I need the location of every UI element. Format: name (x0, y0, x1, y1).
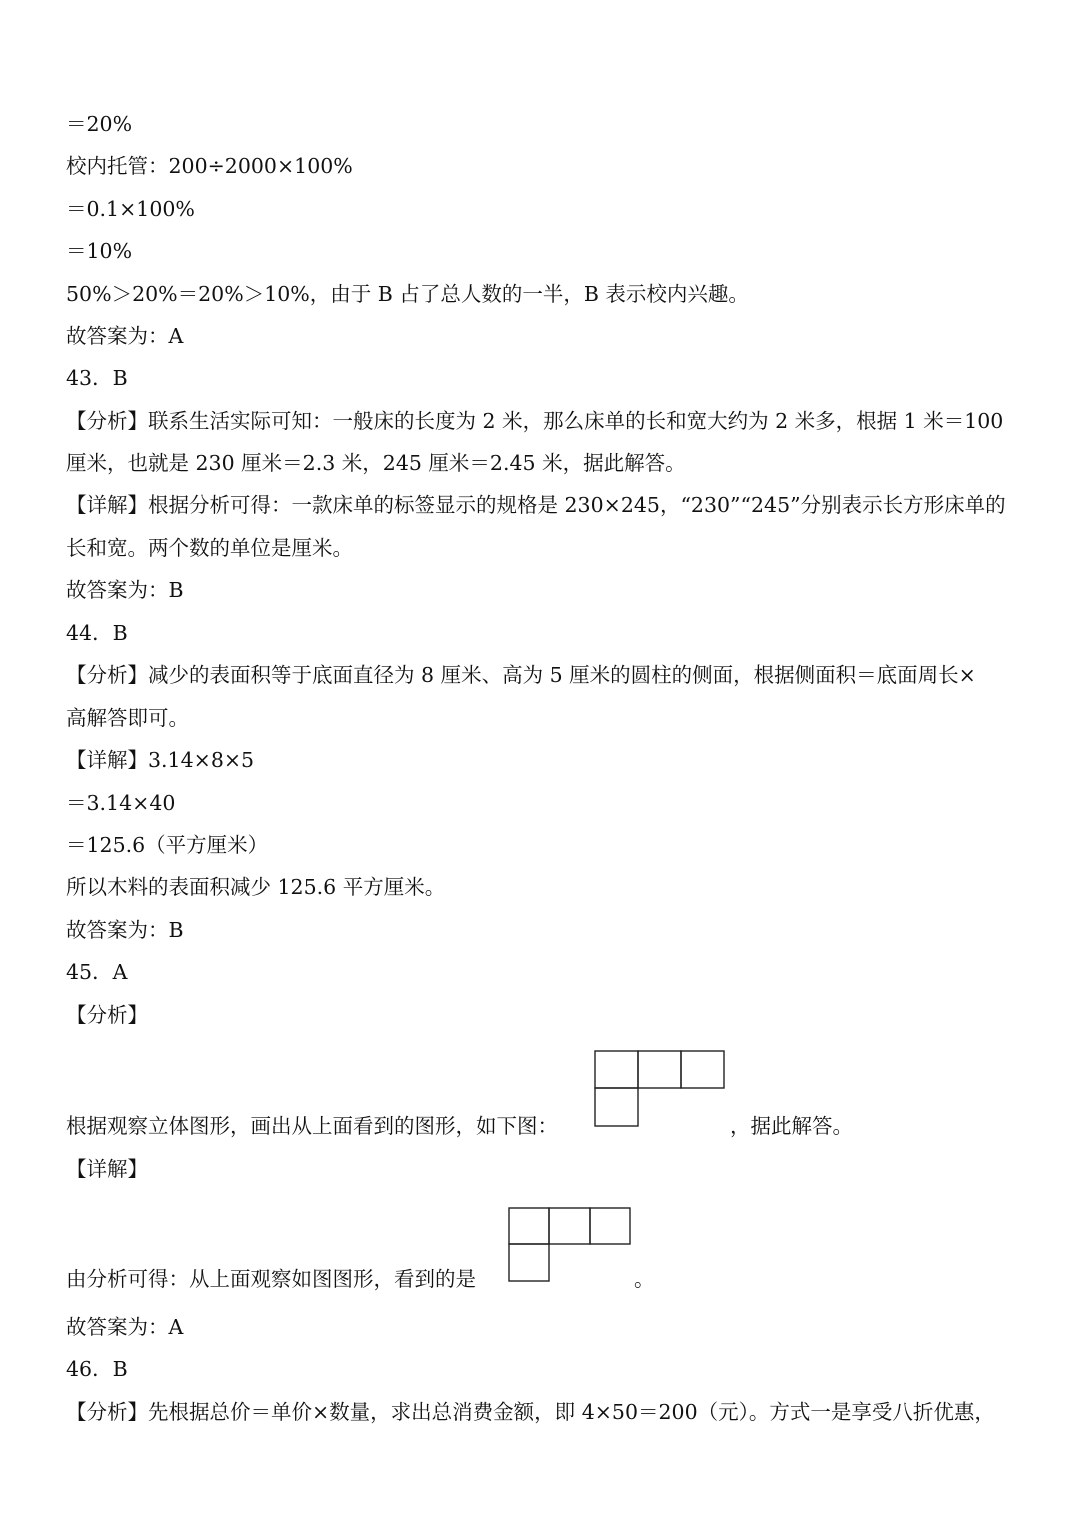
question-number: 43．B (66, 366, 128, 390)
detail-line: 【详解】根据分析可得：一款床单的标签显示的规格是 230×245，“230”“245”分别表示长方形床单的 (66, 493, 1006, 517)
detail-heading: 【详解】 (66, 1157, 148, 1181)
text-line: ＝20% (66, 112, 133, 136)
detail-line: 【详解】3.14×8×5 (66, 748, 255, 772)
text-line: 长和宽。两个数的单位是厘米。 (66, 536, 353, 560)
text-line: 。 (634, 1267, 655, 1291)
answer-line: 故答案为：A (66, 1315, 184, 1339)
text-line: 50%＞20%＝20%＞10%，由于 B 占了总人数的一半，B 表示校内兴趣。 (66, 282, 749, 306)
analysis-line: 【分析】减少的表面积等于底面直径为 8 厘米、高为 5 厘米的圆柱的侧面，根据侧面积＝底面周长× (66, 663, 976, 687)
text-line: 根据观察立体图形，画出从上面看到的图形，如下图： (66, 1114, 558, 1138)
text-line: ＝125.6（平方厘米） (66, 833, 269, 857)
text-line: 厘米，也就是 230 厘米＝2.3 米，245 厘米＝2.45 米，据此解答。 (66, 451, 686, 475)
top-view-figure (508, 1207, 632, 1283)
question-number: 44．B (66, 621, 128, 645)
answer-line: 故答案为：B (66, 918, 184, 942)
analysis-heading: 【分析】 (66, 1003, 148, 1027)
analysis-line: 【分析】联系生活实际可知：一般床的长度为 2 米，那么床单的长和宽大约为 2 米多，根据 1 米＝100 (66, 409, 1004, 433)
text-line: 高解答即可。 (66, 706, 189, 730)
answer-line: 故答案为：B (66, 578, 184, 602)
text-line: ＝3.14×40 (66, 791, 176, 815)
text-line: ＝10% (66, 239, 133, 263)
top-view-figure (594, 1050, 726, 1128)
text-line: 校内托管：200÷2000×100% (66, 154, 353, 178)
text-line: ，据此解答。 (730, 1114, 853, 1138)
question-number: 45．A (66, 960, 128, 984)
text-line: ＝0.1×100% (66, 197, 195, 221)
text-line: 所以木料的表面积减少 125.6 平方厘米。 (66, 875, 446, 899)
analysis-line: 【分析】先根据总价＝单价×数量，求出总消费金额，即 4×50＝200（元）。方式一是享受八折优惠， (66, 1400, 995, 1424)
text-line: 由分析可得：从上面观察如图图形，看到的是 (66, 1267, 476, 1291)
answer-line: 故答案为：A (66, 324, 184, 348)
question-number: 46．B (66, 1357, 128, 1381)
